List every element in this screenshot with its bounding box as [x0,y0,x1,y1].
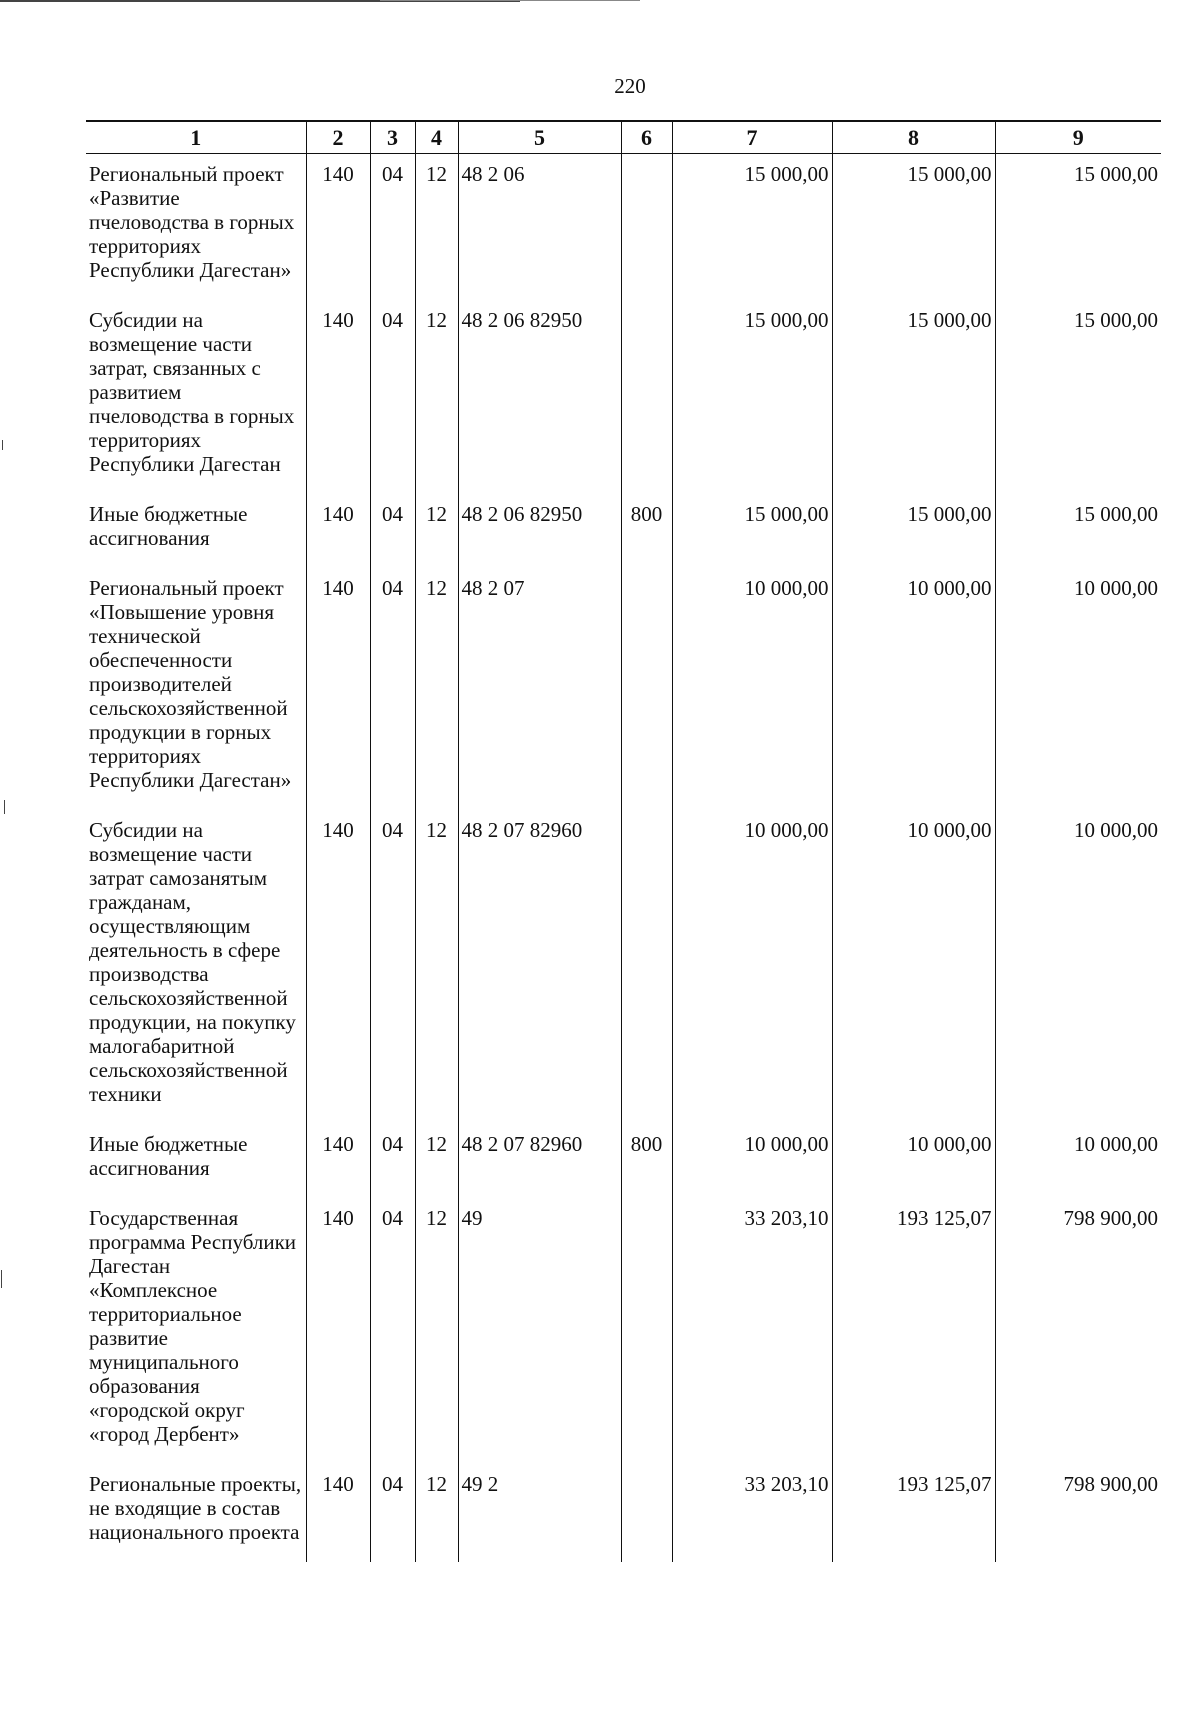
cell-col2: 140 [306,1124,370,1198]
cell-col2: 140 [306,154,370,301]
cell-col9: 10 000,00 [995,810,1161,1124]
table-row [86,1464,1161,1562]
row-name: Региональный проект «Повышение уровня технической обеспеченности производителей сельскохозяйственной продукции в горных территориях Республики Дагестан» [86,568,306,810]
cell-col9: 15 000,00 [995,154,1161,301]
cell-col4: 12 [415,1198,458,1464]
cell-col5: 49 2 [458,1464,621,1562]
cell-col9: 798 900,00 [995,1464,1161,1562]
column-header: 8 [832,121,995,154]
cell-col7: 10 000,00 [672,810,832,1124]
cell-col6 [621,154,672,301]
cell-col4: 12 [415,494,458,568]
cell-col3: 04 [370,1464,415,1562]
cell-col5: 48 2 07 [458,568,621,810]
cell-col3: 04 [370,1198,415,1464]
cell-col4: 12 [415,1124,458,1198]
table-row [86,568,1161,810]
cell-col2: 140 [306,810,370,1124]
row-name: Государственная программа Республики Дагестан «Комплексное территориальное развитие муниципального образования «городской округ «город Дербент» [86,1198,306,1464]
cell-col6 [621,1198,672,1464]
column-header: 1 [86,121,306,154]
table-row [86,1124,1161,1198]
row-name: Субсидии на возмещение части затрат самозанятым гражданам, осуществляющим деятельность в сфере производства сельскохозяйственной продукции, на покупку малогабаритной сельскохозяйственной техники [86,810,306,1124]
budget-table [86,120,1161,1562]
column-header: 3 [370,121,415,154]
cell-col4: 12 [415,1464,458,1562]
cell-col5: 48 2 06 82950 [458,494,621,568]
cell-col8: 10 000,00 [832,810,995,1124]
column-header: 9 [995,121,1161,154]
row-name: Субсидии на возмещение части затрат, связанных с развитием пчеловодства в горных территориях Республики Дагестан [86,300,306,494]
cell-col8: 15 000,00 [832,154,995,301]
cell-col8: 193 125,07 [832,1198,995,1464]
cell-col2: 140 [306,1464,370,1562]
cell-col4: 12 [415,300,458,494]
cell-col6 [621,1464,672,1562]
cell-col7: 33 203,10 [672,1464,832,1562]
cell-col7: 10 000,00 [672,1124,832,1198]
cell-col6 [621,810,672,1124]
table-row [86,300,1161,494]
table-row [86,154,1161,301]
cell-col9: 798 900,00 [995,1198,1161,1464]
cell-col3: 04 [370,154,415,301]
page-number: 220 [614,74,646,98]
cell-col7: 10 000,00 [672,568,832,810]
cell-col6 [621,300,672,494]
cell-col8: 15 000,00 [832,494,995,568]
column-header: 4 [415,121,458,154]
scan-speck [1,1270,2,1288]
cell-col9: 15 000,00 [995,494,1161,568]
cell-col3: 04 [370,1124,415,1198]
row-name: Иные бюджетные ассигнования [86,494,306,568]
column-header: 6 [621,121,672,154]
cell-col7: 15 000,00 [672,300,832,494]
cell-col3: 04 [370,300,415,494]
table-row [86,494,1161,568]
cell-col5: 49 [458,1198,621,1464]
table-row [86,810,1161,1124]
cell-col8: 193 125,07 [832,1464,995,1562]
cell-col5: 48 2 07 82960 [458,1124,621,1198]
cell-col6 [621,568,672,810]
cell-col3: 04 [370,494,415,568]
row-name: Региональный проект «Развитие пчеловодства в горных территориях Республики Дагестан» [86,154,306,301]
column-header: 5 [458,121,621,154]
table-header-row [86,121,1161,154]
cell-col9: 10 000,00 [995,568,1161,810]
cell-col9: 10 000,00 [995,1124,1161,1198]
cell-col5: 48 2 06 82950 [458,300,621,494]
cell-col5: 48 2 07 82960 [458,810,621,1124]
cell-col8: 15 000,00 [832,300,995,494]
cell-col4: 12 [415,154,458,301]
cell-col7: 15 000,00 [672,494,832,568]
column-header: 7 [672,121,832,154]
cell-col8: 10 000,00 [832,568,995,810]
cell-col2: 140 [306,1198,370,1464]
cell-col5: 48 2 06 [458,154,621,301]
row-name: Региональные проекты, не входящие в состав национального проекта [86,1464,306,1562]
cell-col2: 140 [306,568,370,810]
cell-col9: 15 000,00 [995,300,1161,494]
cell-col4: 12 [415,810,458,1124]
column-header: 2 [306,121,370,154]
scan-speck [2,440,3,450]
table-row [86,1198,1161,1464]
scan-edge-line [380,0,640,1]
row-name: Иные бюджетные ассигнования [86,1124,306,1198]
cell-col8: 10 000,00 [832,1124,995,1198]
cell-col6: 800 [621,1124,672,1198]
cell-col4: 12 [415,568,458,810]
cell-col7: 15 000,00 [672,154,832,301]
cell-col3: 04 [370,568,415,810]
cell-col2: 140 [306,494,370,568]
scan-speck [4,800,5,814]
cell-col7: 33 203,10 [672,1198,832,1464]
cell-col3: 04 [370,810,415,1124]
cell-col6: 800 [621,494,672,568]
cell-col2: 140 [306,300,370,494]
